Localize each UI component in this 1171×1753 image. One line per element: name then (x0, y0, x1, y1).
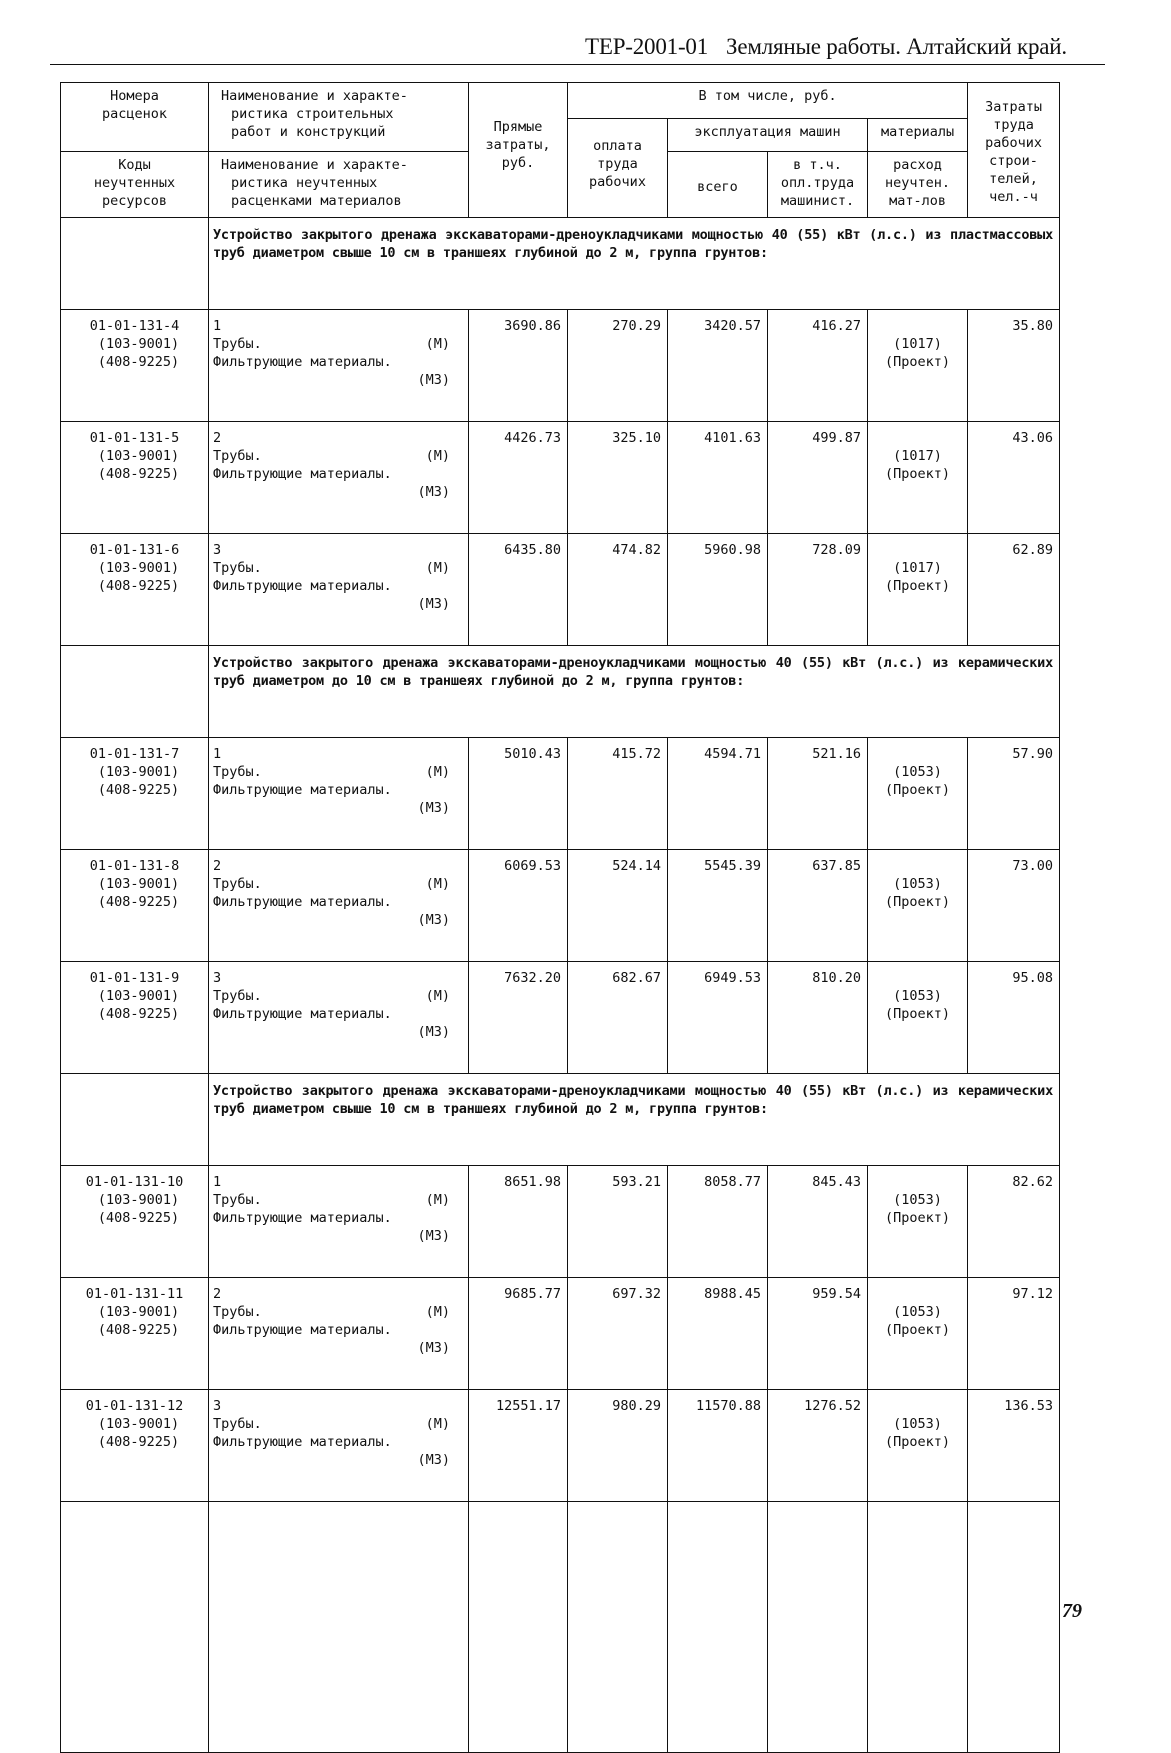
rate-description: 1 Трубы. (М) Фильтрующие материалы. (М3) (209, 1166, 469, 1278)
direct-costs-cell: 8651.98 (469, 1166, 568, 1278)
header-machine-total: всего (668, 152, 768, 218)
table-row (61, 962, 1060, 1074)
machine-operator-cell: 1276.52 (768, 1390, 868, 1502)
header-including: В том числе, руб. (568, 83, 968, 119)
table-row (61, 422, 1060, 534)
machine-operator-cell: 728.09 (768, 534, 868, 646)
materials-cell: (1053) (Проект) (868, 1390, 968, 1502)
table-row (61, 850, 1060, 962)
table-row (61, 534, 1060, 646)
labor-pay-cell: 593.21 (568, 1166, 668, 1278)
machine-total-cell: 8058.77 (668, 1166, 768, 1278)
labor-pay-cell: 682.67 (568, 962, 668, 1074)
rate-codes: 01-01-131-5 (103-9001) (408-9225) (61, 422, 209, 534)
page-header (585, 34, 1105, 60)
machine-operator-cell: 810.20 (768, 962, 868, 1074)
page-number: 79 (1062, 1600, 1082, 1622)
direct-costs-cell: 12551.17 (469, 1390, 568, 1502)
labor-pay-cell: 474.82 (568, 534, 668, 646)
machine-total-cell: 4101.63 (668, 422, 768, 534)
table-row (61, 1278, 1060, 1390)
section-spacer (61, 646, 209, 738)
rate-codes: 01-01-131-4 (103-9001) (408-9225) (61, 310, 209, 422)
header-rule (50, 64, 1105, 65)
section-title: Устройство закрытого дренажа экскаваторами-дреноукладчиками мощностью 40 (55) кВт (л.с.) из керамических труб диаметром свыше 10 см в траншеях глубиной до 2 м, группа грунтов: (209, 1074, 1060, 1166)
materials-cell: (1053) (Проект) (868, 1278, 968, 1390)
labor-hours-cell: 62.89 (968, 534, 1060, 646)
rate-codes: 01-01-131-11 (103-9001) (408-9225) (61, 1278, 209, 1390)
machine-operator-cell: 521.16 (768, 738, 868, 850)
labor-hours-cell: 57.90 (968, 738, 1060, 850)
header-material-name: Наименование и характе- ристика неучтенных расценками материалов (209, 152, 469, 218)
direct-costs-cell: 7632.20 (469, 962, 568, 1074)
section-row (61, 646, 1060, 738)
header-row-1 (61, 83, 1060, 119)
header-labor-costs: Затраты труда рабочих строи- телей, чел.-ч (968, 83, 1060, 218)
direct-costs-cell: 4426.73 (469, 422, 568, 534)
machine-total-cell: 5960.98 (668, 534, 768, 646)
labor-pay-cell: 697.32 (568, 1278, 668, 1390)
labor-hours-cell: 95.08 (968, 962, 1060, 1074)
machine-total-cell: 6949.53 (668, 962, 768, 1074)
document-title: Земляные работы. Алтайский край. (726, 34, 1067, 59)
materials-cell: (1017) (Проект) (868, 310, 968, 422)
header-direct-costs: Прямые затраты, руб. (469, 83, 568, 218)
materials-cell: (1053) (Проект) (868, 738, 968, 850)
materials-cell: (1017) (Проект) (868, 422, 968, 534)
document-code: ТЕР-2001-01 (585, 34, 709, 59)
materials-cell: (1053) (Проект) (868, 962, 968, 1074)
labor-hours-cell: 35.80 (968, 310, 1060, 422)
section-title: Устройство закрытого дренажа экскаваторами-дреноукладчиками мощностью 40 (55) кВт (л.с.) из керамических труб диаметром до 10 см в траншеях глубиной до 2 м, группа грунтов: (209, 646, 1060, 738)
labor-hours-cell: 97.12 (968, 1278, 1060, 1390)
direct-costs-cell: 5010.43 (469, 738, 568, 850)
section-title: Устройство закрытого дренажа экскаваторами-дреноукладчиками мощностью 40 (55) кВт (л.с.) из пластмассовых труб диаметром свыше 10 см в траншеях глубиной до 2 м, группа грунтов: (209, 218, 1060, 310)
rate-codes: 01-01-131-8 (103-9001) (408-9225) (61, 850, 209, 962)
header-resource-codes: Коды неучтенных ресурсов (61, 152, 209, 218)
rate-description: 3 Трубы. (М) Фильтрующие материалы. (М3) (209, 962, 469, 1074)
table-row (61, 738, 1060, 850)
machine-total-cell: 11570.88 (668, 1390, 768, 1502)
labor-pay-cell: 325.10 (568, 422, 668, 534)
machine-operator-cell: 845.43 (768, 1166, 868, 1278)
section-row (61, 1074, 1060, 1166)
machine-operator-cell: 416.27 (768, 310, 868, 422)
rate-description: 1 Трубы. (М) Фильтрующие материалы. (М3) (209, 738, 469, 850)
labor-hours-cell: 82.62 (968, 1166, 1060, 1278)
machine-total-cell: 4594.71 (668, 738, 768, 850)
section-row (61, 218, 1060, 310)
header-labor-pay: оплата труда рабочих (568, 119, 668, 218)
empty-filler-row (61, 1502, 1060, 1753)
materials-cell: (1053) (Проект) (868, 850, 968, 962)
machine-total-cell: 8988.45 (668, 1278, 768, 1390)
labor-pay-cell: 270.29 (568, 310, 668, 422)
rate-description: 1 Трубы. (М) Фильтрующие материалы. (М3) (209, 310, 469, 422)
labor-pay-cell: 524.14 (568, 850, 668, 962)
machine-operator-cell: 637.85 (768, 850, 868, 962)
rate-description: 2 Трубы. (М) Фильтрующие материалы. (М3) (209, 1278, 469, 1390)
rate-description: 3 Трубы. (М) Фильтрующие материалы. (М3) (209, 1390, 469, 1502)
direct-costs-cell: 6069.53 (469, 850, 568, 962)
header-materials: материалы (868, 119, 968, 152)
machine-total-cell: 3420.57 (668, 310, 768, 422)
rate-codes: 01-01-131-6 (103-9001) (408-9225) (61, 534, 209, 646)
table-row (61, 1390, 1060, 1502)
section-spacer (61, 218, 209, 310)
norms-table (60, 82, 1060, 1753)
header-machine-ops: эксплуатация машин (668, 119, 868, 152)
direct-costs-cell: 9685.77 (469, 1278, 568, 1390)
rate-description: 2 Трубы. (М) Фильтрующие материалы. (М3) (209, 850, 469, 962)
machine-operator-cell: 959.54 (768, 1278, 868, 1390)
rate-codes: 01-01-131-12 (103-9001) (408-9225) (61, 1390, 209, 1502)
machine-total-cell: 5545.39 (668, 850, 768, 962)
rate-codes: 01-01-131-9 (103-9001) (408-9225) (61, 962, 209, 1074)
table-row (61, 1166, 1060, 1278)
labor-pay-cell: 980.29 (568, 1390, 668, 1502)
materials-cell: (1017) (Проект) (868, 534, 968, 646)
materials-cell: (1053) (Проект) (868, 1166, 968, 1278)
rate-codes: 01-01-131-7 (103-9001) (408-9225) (61, 738, 209, 850)
labor-hours-cell: 73.00 (968, 850, 1060, 962)
labor-pay-cell: 415.72 (568, 738, 668, 850)
labor-hours-cell: 43.06 (968, 422, 1060, 534)
direct-costs-cell: 6435.80 (469, 534, 568, 646)
section-spacer (61, 1074, 209, 1166)
rate-description: 3 Трубы. (М) Фильтрующие материалы. (М3) (209, 534, 469, 646)
header-work-name: Наименование и характе- ристика строительных работ и конструкций (209, 83, 469, 152)
header-materials-consumption: расход неучтен. мат-лов (868, 152, 968, 218)
table-row (61, 310, 1060, 422)
rate-description: 2 Трубы. (М) Фильтрующие материалы. (М3) (209, 422, 469, 534)
rate-codes: 01-01-131-10 (103-9001) (408-9225) (61, 1166, 209, 1278)
header-rate-numbers: Номера расценок (61, 83, 209, 152)
header-machine-operator: в т.ч. опл.труда машинист. (768, 152, 868, 218)
direct-costs-cell: 3690.86 (469, 310, 568, 422)
machine-operator-cell: 499.87 (768, 422, 868, 534)
labor-hours-cell: 136.53 (968, 1390, 1060, 1502)
